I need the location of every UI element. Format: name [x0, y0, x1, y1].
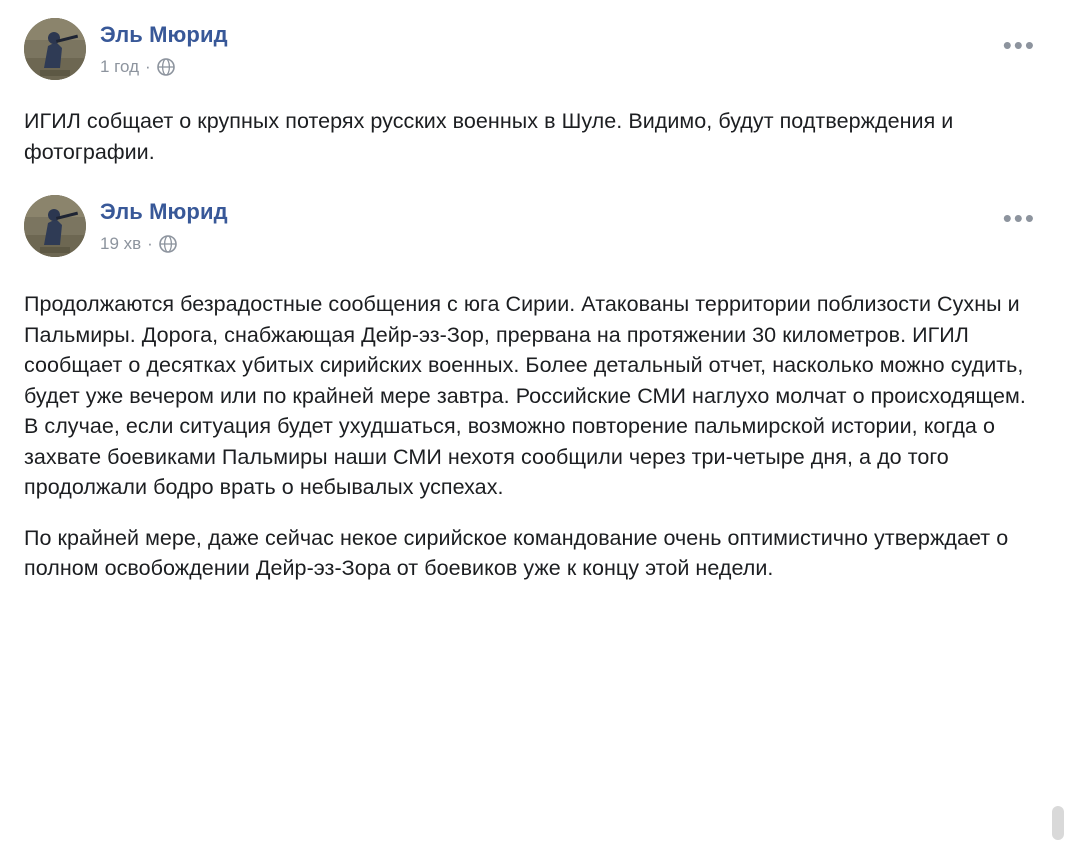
post-header-text [100, 18, 228, 75]
post-options-button[interactable]: ••• [1002, 203, 1036, 234]
post-meta [100, 234, 228, 252]
scrollbar-thumb[interactable] [1052, 806, 1064, 840]
post-options-button[interactable]: ••• [1002, 30, 1036, 60]
post-paragraph: ИГИЛ собщает о крупных потерях русских военных в Шуле. Видимо, будут подтверждения и фотографии. [24, 109, 954, 164]
post-timestamp[interactable]: 19 хв [100, 233, 142, 253]
post [0, 167, 1066, 584]
post-body [24, 106, 1024, 167]
post-header [24, 195, 1036, 257]
post-paragraph: По крайней мере, даже сейчас некое сирийское командование очень оптимистично утверждает о полном освобождении Дейр-эз-Зора от боевиков уже к концу этой недели. [24, 525, 1009, 581]
meta-separator: · [147, 233, 153, 253]
post-header-text [100, 195, 228, 252]
globe-icon[interactable] [159, 235, 177, 253]
post-timestamp[interactable]: 1 год [100, 56, 140, 76]
post [0, 0, 1066, 167]
post-meta [100, 57, 228, 75]
avatar[interactable] [24, 18, 86, 80]
post-body [24, 289, 1034, 584]
post-author-link[interactable]: Эль Мюрид [100, 199, 228, 225]
post-paragraph: Продолжаются безрадостные сообщения с юга Сирии. Атакованы территории поблизости Сухны и Пальмиры. Дорога, снабжающая Дейр-эз-Зор, прервана на протяжении 30 километров. ИГИЛ сообщает о десятках убитых сирийских военных. Более детальный отчет, насколько можно судить, будет уже вечером или по крайней мере завтра. Российские СМИ наглухо молчат о происходящем. В случае, если ситуация будет ухудшаться, возможно повторение пальмирской истории, когда о захвате боевиками Пальмиры наши СМИ нехотя сообщили через три-четыре дня, а до того продолжали бодро врать о небывалых успехах. [24, 292, 1026, 500]
post-author-link[interactable]: Эль Мюрид [100, 22, 228, 47]
avatar[interactable] [24, 195, 86, 257]
globe-icon[interactable] [157, 58, 175, 76]
meta-separator: · [145, 56, 151, 76]
post-header [24, 18, 1036, 80]
